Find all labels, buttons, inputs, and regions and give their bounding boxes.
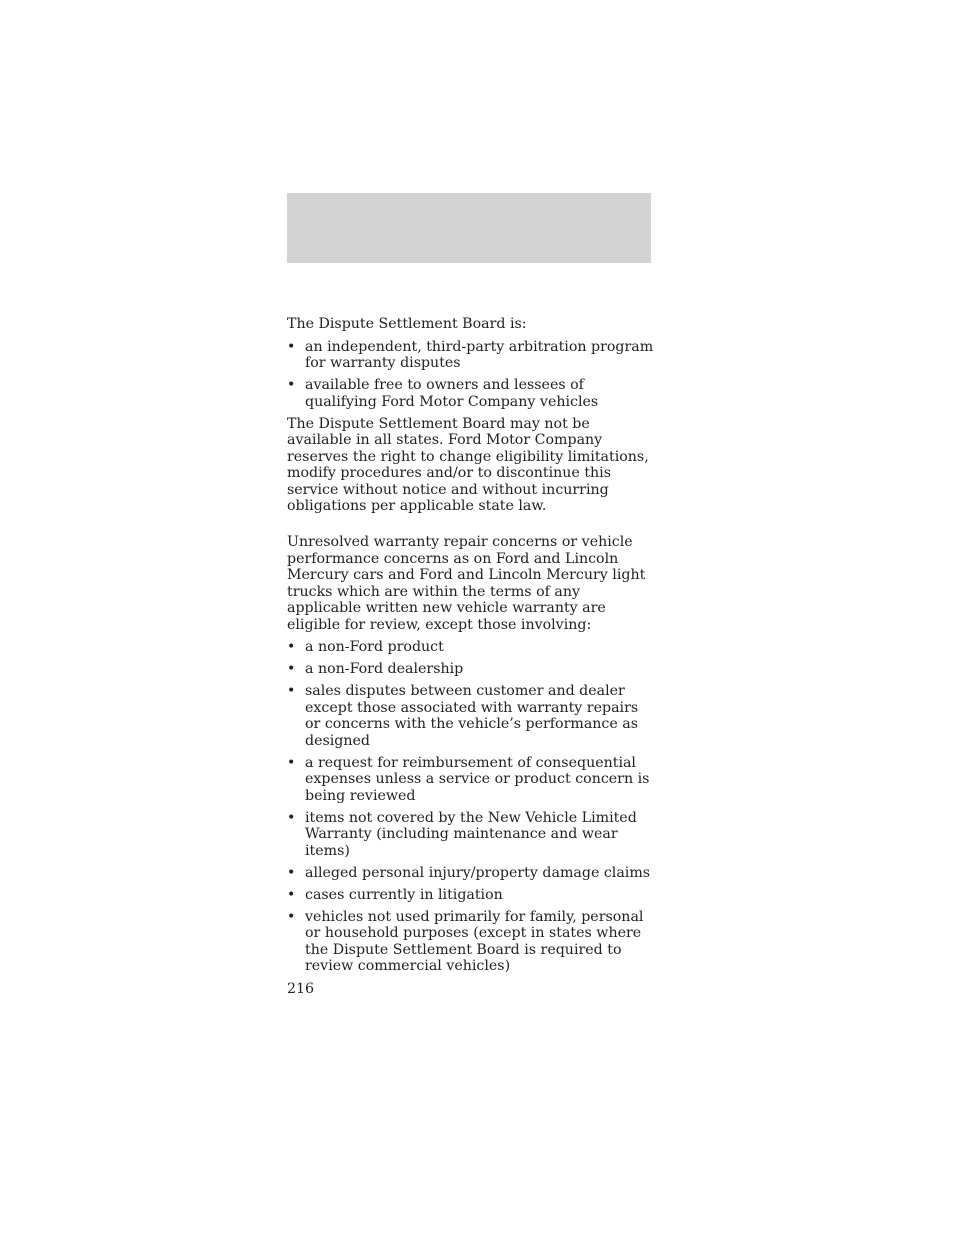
list-item: • a non-Ford dealership: [287, 661, 464, 677]
list-item: • sales disputes between customer and dealer except those associated with warranty repairs or concerns with the vehicle’s performance as designed: [287, 683, 639, 749]
list-item: • a non-Ford product: [287, 639, 444, 655]
list-item: • available free to owners and lessees of qualifying Ford Motor Company vehicles: [287, 377, 599, 410]
bullet-icon: •: [287, 377, 296, 393]
bullet-icon: •: [287, 886, 296, 903]
availability-note: The Dispute Settlement Board may not be available in all states. Ford Motor Company reserves the right to change eligibility limitations, modify procedures and/or to discontinue this service without notice and without incurring obligations per applicable state law.: [287, 415, 649, 514]
bullet-icon: •: [287, 809, 296, 826]
bullet-icon: •: [287, 754, 296, 771]
dispute-board-section: [287, 316, 657, 521]
list-item: • an independent, third-party arbitration program for warranty disputes: [287, 338, 654, 371]
page-number: 216: [287, 981, 315, 997]
bullet-icon: •: [287, 661, 296, 677]
eligibility-section: [287, 534, 657, 980]
dispute-board-intro: The Dispute Settlement Board is:: [287, 316, 527, 332]
eligibility-intro: Unresolved warranty repair concerns or vehicle performance concerns as on Ford and Lincoln Mercury cars and Ford and Lincoln Mercury light trucks which are within the terms of any applicable written new vehicle warranty are eligible for review, except those involving:: [287, 534, 646, 633]
bullet-icon: •: [287, 908, 296, 925]
bullet-icon: •: [287, 639, 296, 655]
list-item: • a request for reimbursement of consequential expenses unless a service or product concern is being reviewed: [287, 754, 650, 804]
bullet-icon: •: [287, 683, 296, 699]
bullet-icon: •: [287, 338, 296, 355]
dispute-board-bullet-list: [287, 339, 657, 411]
list-item: • vehicles not used primarily for family, personal or household purposes (except in states where the Dispute Settlement Board is required to review commercial vehicles): [287, 908, 644, 974]
bullet-icon: •: [287, 864, 296, 881]
list-item: • alleged personal injury/property damage claims: [287, 864, 651, 881]
list-item: • cases currently in litigation: [287, 886, 503, 903]
list-item: • items not covered by the New Vehicle Limited Warranty (including maintenance and wear items): [287, 809, 637, 859]
exclusions-bullet-list: [287, 639, 657, 975]
section-header-band: [287, 193, 651, 263]
